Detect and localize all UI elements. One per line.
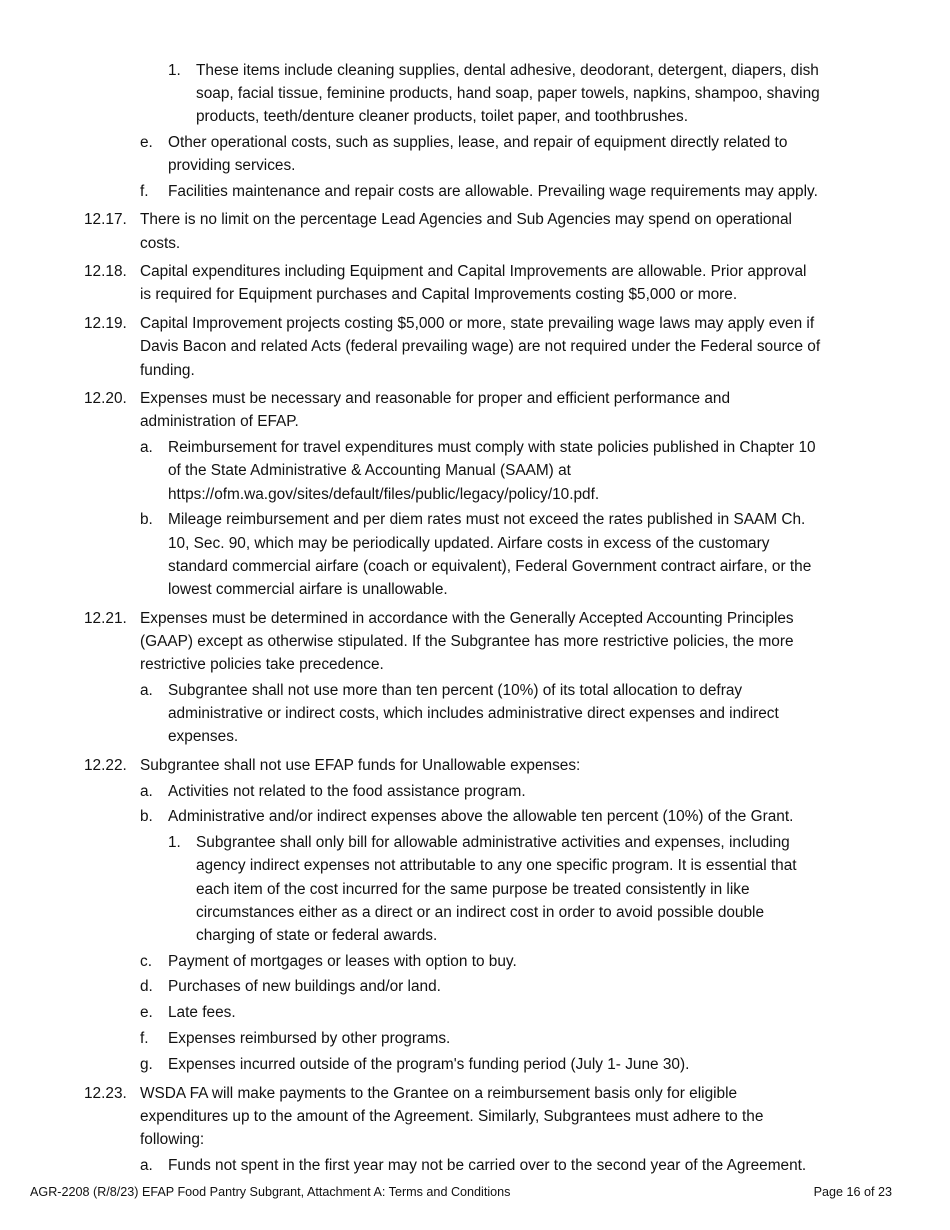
item-number: f. bbox=[140, 1030, 149, 1048]
item-number: b. bbox=[140, 511, 153, 529]
section-item bbox=[0, 208, 950, 254]
item-number: 12.23. bbox=[84, 1084, 127, 1102]
item-number: d. bbox=[140, 978, 153, 996]
item-number: 12.19. bbox=[84, 315, 127, 333]
lettered-item bbox=[0, 436, 950, 506]
item-number: g. bbox=[140, 1055, 153, 1073]
item-text-line: Purchases of new buildings and/or land. bbox=[168, 978, 441, 996]
item-number: 12.17. bbox=[84, 211, 127, 229]
item-text-line: Subgrantee shall not use more than ten percent (10%) of its total allocation to defray bbox=[168, 681, 743, 699]
item-number: 12.18. bbox=[84, 263, 127, 281]
lettered-item bbox=[0, 180, 950, 203]
item-number: 12.20. bbox=[84, 390, 127, 408]
item-text-line: agency indirect expenses not attributable to any one specific program. It is essential that bbox=[196, 857, 797, 875]
item-number: 12.22. bbox=[84, 756, 127, 774]
numbered-subitem bbox=[0, 831, 950, 947]
item-text-line: Capital Improvement projects costing $5,000 or more, state prevailing wage laws may apply even if bbox=[140, 315, 815, 333]
item-text-line: Expenses must be determined in accordance with the Generally Accepted Accounting Principles bbox=[140, 609, 794, 627]
item-number: a. bbox=[140, 681, 153, 699]
numbered-subitem bbox=[0, 59, 950, 129]
item-text-line: Payment of mortgages or leases with option to buy. bbox=[168, 952, 517, 970]
lettered-item bbox=[0, 1027, 950, 1050]
section-item bbox=[0, 387, 950, 433]
item-text-line: soap, facial tissue, feminine products, hand soap, paper towels, napkins, shampoo, shaving bbox=[196, 84, 820, 102]
item-text-line: (GAAP) except as otherwise stipulated. If the Subgrantee has more restrictive policies, the more bbox=[140, 632, 794, 650]
item-text-line: Funds not spent in the first year may not be carried over to the second year of the Agreement. bbox=[168, 1156, 807, 1174]
item-text-line: Other operational costs, such as supplies, lease, and repair of equipment directly related to bbox=[168, 133, 788, 151]
item-number: a. bbox=[140, 782, 153, 800]
section-item bbox=[0, 1082, 950, 1152]
item-number: 12.21. bbox=[84, 609, 127, 627]
item-text-line: standard commercial airfare (coach or equivalent), Federal Government contract airfare, or the bbox=[168, 557, 812, 575]
item-text-line: Capital expenditures including Equipment and Capital Improvements are allowable. Prior approval bbox=[140, 263, 807, 281]
item-text-line: 10, Sec. 90, which may be periodically updated. Airfare costs in excess of the customary bbox=[168, 534, 770, 552]
item-text-line: restrictive policies take precedence. bbox=[140, 655, 384, 673]
item-text-line: costs. bbox=[140, 234, 181, 252]
item-text-line: https://ofm.wa.gov/sites/default/files/public/legacy/policy/10.pdf. bbox=[168, 485, 600, 503]
footer-page-number: Page 16 of 23 bbox=[813, 1185, 892, 1199]
item-text-line: circumstances either as a direct or an indirect cost in order to avoid possible double bbox=[196, 903, 765, 921]
document-body bbox=[0, 56, 950, 1177]
footer-document-title: AGR-2208 (R/8/23) EFAP Food Pantry Subgrant, Attachment A: Terms and Conditions bbox=[30, 1185, 511, 1199]
lettered-item bbox=[0, 1053, 950, 1076]
item-text-line: Subgrantee shall not use EFAP funds for Unallowable expenses: bbox=[140, 756, 581, 774]
item-number: c. bbox=[140, 952, 152, 970]
item-text-line: administration of EFAP. bbox=[140, 413, 299, 431]
lettered-item bbox=[0, 950, 950, 973]
item-number: f. bbox=[140, 182, 149, 200]
item-text-line: Expenses incurred outside of the program's funding period (July 1- June 30). bbox=[168, 1055, 690, 1073]
item-number: e. bbox=[140, 133, 153, 151]
lettered-item bbox=[0, 1001, 950, 1024]
item-text-line: products, teeth/denture cleaner products, toilet paper, and toothbrushes. bbox=[196, 107, 688, 125]
item-text-line: There is no limit on the percentage Lead Agencies and Sub Agencies may spend on operational bbox=[140, 211, 792, 229]
item-number: a. bbox=[140, 1156, 153, 1174]
lettered-item bbox=[0, 780, 950, 803]
item-text-line: is required for Equipment purchases and Capital Improvements costing $5,000 or more. bbox=[140, 286, 738, 304]
item-text-line: Administrative and/or indirect expenses above the allowable ten percent (10%) of the Grant. bbox=[168, 808, 794, 826]
item-text-line: funding. bbox=[140, 361, 195, 379]
item-number: a. bbox=[140, 439, 153, 457]
item-text-line: Davis Bacon and related Acts (federal prevailing wage) are not required under the Federal source of bbox=[140, 338, 821, 356]
item-number: 1. bbox=[168, 834, 181, 852]
section-item bbox=[0, 754, 950, 777]
item-text-line: of the State Administrative & Accounting Manual (SAAM) at bbox=[168, 462, 571, 480]
lettered-item bbox=[0, 679, 950, 749]
item-text-line: WSDA FA will make payments to the Grantee on a reimbursement basis only for eligible bbox=[140, 1084, 738, 1102]
section-item bbox=[0, 607, 950, 677]
item-text-line: lowest commercial airfare is unallowable. bbox=[168, 580, 448, 598]
section-item bbox=[0, 260, 950, 306]
lettered-item bbox=[0, 508, 950, 601]
item-text-line: Mileage reimbursement and per diem rates must not exceed the rates published in SAAM Ch. bbox=[168, 511, 806, 529]
item-number: 1. bbox=[168, 61, 181, 79]
item-text-line: These items include cleaning supplies, dental adhesive, deodorant, detergent, diapers, dish bbox=[196, 61, 819, 79]
page-footer bbox=[30, 1185, 892, 1199]
lettered-item bbox=[0, 131, 950, 177]
item-text-line: Subgrantee shall only bill for allowable administrative activities and expenses, including bbox=[196, 834, 790, 852]
item-text-line: charging of state or federal awards. bbox=[196, 926, 438, 944]
item-text-line: expenses. bbox=[168, 728, 239, 746]
section-item bbox=[0, 312, 950, 382]
item-text-line: each item of the cost incurred for the same purpose be treated consistently in like bbox=[196, 880, 750, 898]
lettered-item bbox=[0, 805, 950, 828]
lettered-item bbox=[0, 975, 950, 998]
item-text-line: Facilities maintenance and repair costs are allowable. Prevailing wage requirements may apply. bbox=[168, 182, 818, 200]
item-text-line: Expenses must be necessary and reasonable for proper and efficient performance and bbox=[140, 390, 731, 408]
item-text-line: Activities not related to the food assistance program. bbox=[168, 782, 526, 800]
item-text-line: administrative or indirect costs, which includes administrative direct expenses and indirect bbox=[168, 704, 779, 722]
lettered-item bbox=[0, 1154, 950, 1177]
item-text-line: Late fees. bbox=[168, 1004, 236, 1022]
item-text-line: following: bbox=[140, 1130, 205, 1148]
item-text-line: Expenses reimbursed by other programs. bbox=[168, 1030, 451, 1048]
item-number: b. bbox=[140, 808, 153, 826]
item-number: e. bbox=[140, 1004, 153, 1022]
item-text-line: Reimbursement for travel expenditures must comply with state policies published in Chapter 10 bbox=[168, 439, 816, 457]
item-text-line: providing services. bbox=[168, 156, 296, 174]
item-text-line: expenditures up to the amount of the Agreement. Similarly, Subgrantees must adhere to the bbox=[140, 1107, 764, 1125]
